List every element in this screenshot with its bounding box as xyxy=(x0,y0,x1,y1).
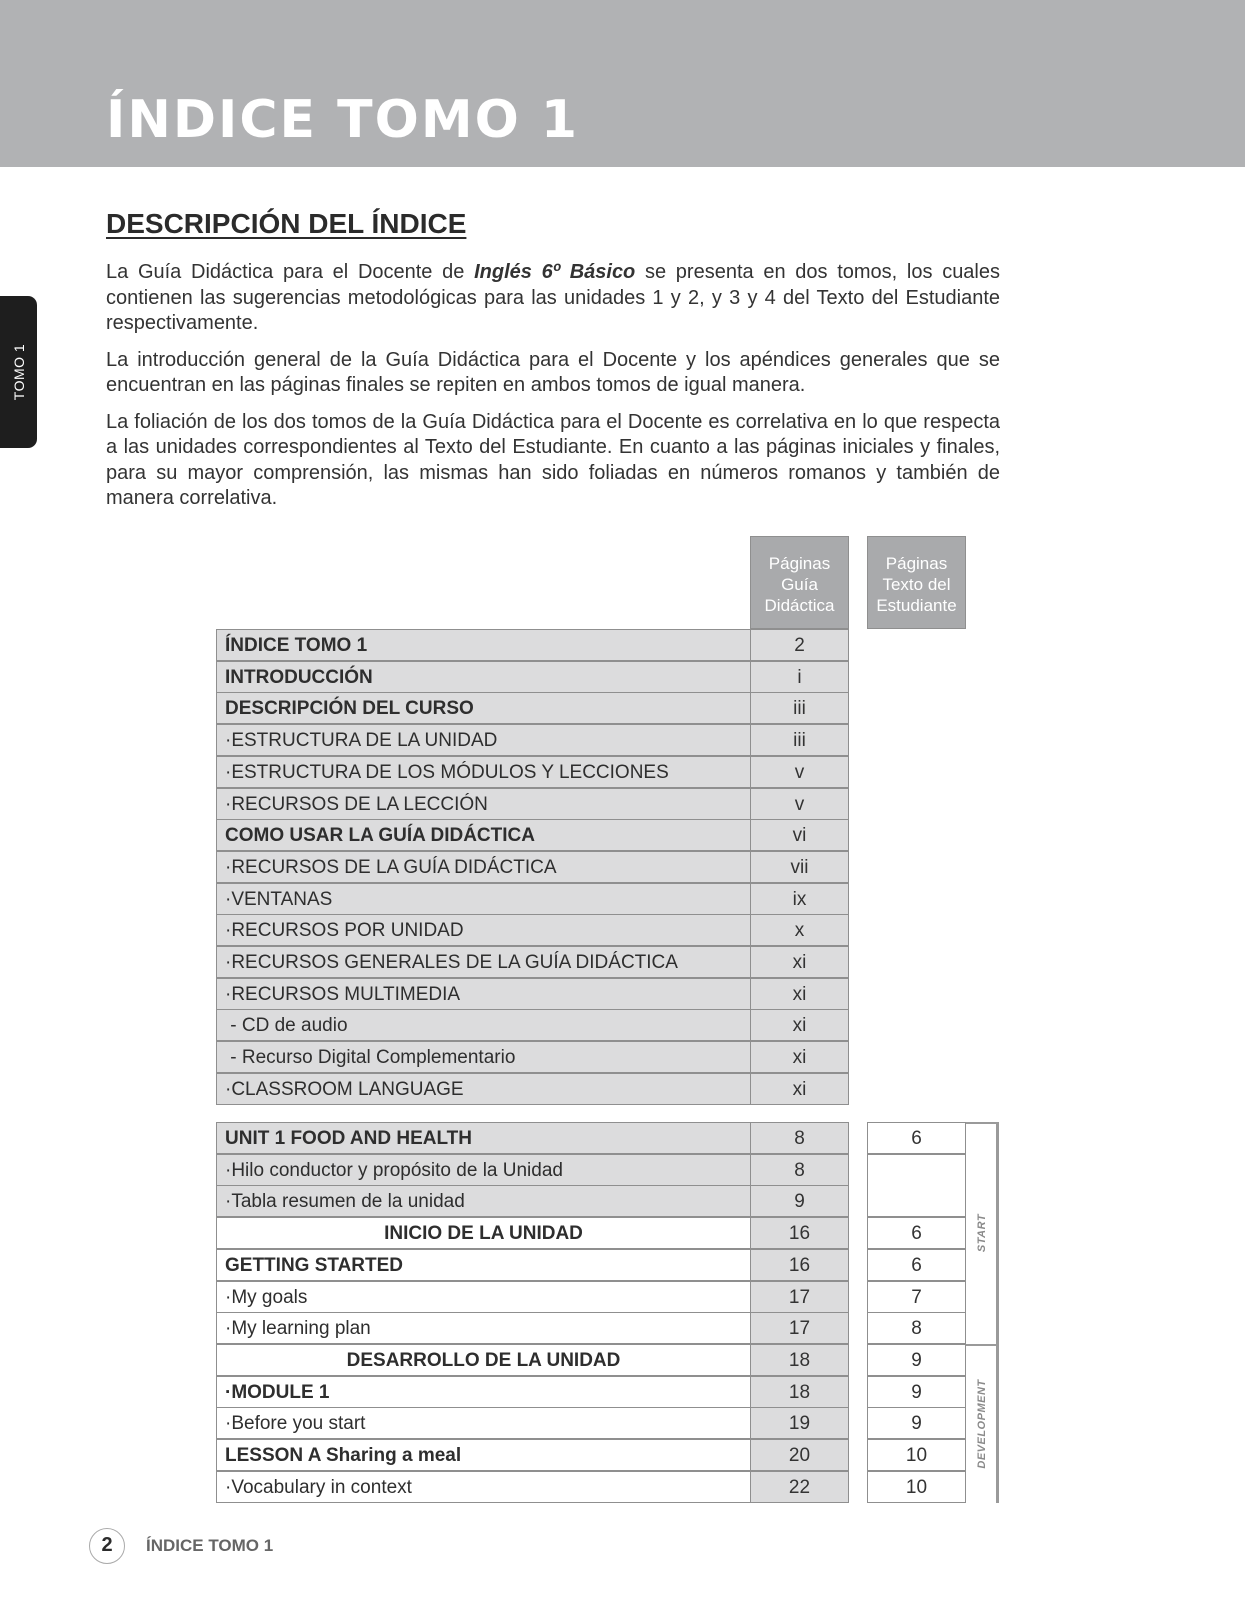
development-label: DEVELOPMENT xyxy=(976,1379,988,1469)
table-row-label: ·Before you start xyxy=(216,1407,751,1439)
side-tab-label: TOMO 1 xyxy=(10,343,27,401)
table-row-guide-page: 18 xyxy=(750,1376,849,1408)
table-row-guide-page: 16 xyxy=(750,1217,849,1249)
table-row-student-page: 9 xyxy=(867,1376,966,1408)
table-row-guide-page: 16 xyxy=(750,1249,849,1281)
table-row-label: LESSON A Sharing a meal xyxy=(216,1439,751,1471)
intro-paragraph-1: La Guía Didáctica para el Docente de Inglés 6º Básico se presenta en dos tomos, los cuales contienen las sugerencias metodológicas para las unidades 1 y 2, y 3 y 4 del Texto del Estudiante respectivamente. xyxy=(106,261,1001,334)
table-row-label: ·MODULE 1 xyxy=(216,1376,751,1408)
table-row-guide-page: xi xyxy=(750,1073,849,1105)
table-row-label: ·ESTRUCTURA DE LOS MÓDULOS Y LECCIONES xyxy=(216,756,751,788)
table-row-guide-page: xi xyxy=(750,1009,849,1041)
table-row-guide-page: v xyxy=(750,756,849,788)
table-row-label: ·RECURSOS GENERALES DE LA GUÍA DIDÁCTICA xyxy=(216,946,751,978)
table-row-label: ·ESTRUCTURA DE LA UNIDAD xyxy=(216,724,751,756)
footer-text: ÍNDICE TOMO 1 xyxy=(146,1536,274,1555)
table-row-guide-page: 19 xyxy=(750,1407,849,1439)
table-row-guide-page: 17 xyxy=(750,1281,849,1313)
table-row-label: ·My learning plan xyxy=(216,1312,751,1344)
table-row-guide-page: 22 xyxy=(750,1471,849,1503)
table-row-guide-page: 18 xyxy=(750,1344,849,1376)
table-row-label: DESARROLLO DE LA UNIDAD xyxy=(216,1344,751,1376)
table-row-label: ·VENTANAS xyxy=(216,883,751,915)
table-row-student-page: 6 xyxy=(867,1122,966,1154)
table-row-label: ·CLASSROOM LANGUAGE xyxy=(216,1073,751,1105)
table-row-label: ÍNDICE TOMO 1 xyxy=(216,629,751,661)
table-row-guide-page: 8 xyxy=(750,1154,849,1186)
side-tab xyxy=(0,296,37,448)
table-row-guide-page: v xyxy=(750,788,849,820)
table-row-student-page: 10 xyxy=(867,1471,966,1503)
table-row-guide-page: x xyxy=(750,914,849,946)
table-row-guide-page: iii xyxy=(750,692,849,724)
table-row-student-page xyxy=(867,1185,966,1217)
table-row-label: ·RECURSOS POR UNIDAD xyxy=(216,914,751,946)
table-row-label: INTRODUCCIÓN xyxy=(216,661,751,693)
table-row-guide-page: vi xyxy=(750,819,849,851)
table-row-label: DESCRIPCIÓN DEL CURSO xyxy=(216,692,751,724)
table-row-student-page xyxy=(867,1154,966,1186)
table-row-student-page: 7 xyxy=(867,1281,966,1313)
table-row-label: COMO USAR LA GUÍA DIDÁCTICA xyxy=(216,819,751,851)
table-row-guide-page: 20 xyxy=(750,1439,849,1471)
table-row-label: ·RECURSOS DE LA GUÍA DIDÁCTICA xyxy=(216,851,751,883)
section-title: DESCRIPCIÓN DEL ÍNDICE xyxy=(106,208,467,239)
table-row-student-page: 10 xyxy=(867,1439,966,1471)
table-row-label: ·Vocabulary in context xyxy=(216,1471,751,1503)
table-row-label: INICIO DE LA UNIDAD xyxy=(216,1217,751,1249)
table-row-student-page: 6 xyxy=(867,1217,966,1249)
table-row-guide-page: xi xyxy=(750,1041,849,1073)
table-row-label: - Recurso Digital Complementario xyxy=(216,1041,751,1073)
table-row-label: ·Tabla resumen de la unidad xyxy=(216,1185,751,1217)
table-row-label: UNIT 1 FOOD AND HEALTH xyxy=(216,1122,751,1154)
table-row-guide-page: xi xyxy=(750,946,849,978)
column-header-student: Páginas Texto del Estudiante xyxy=(867,536,966,629)
table-row-label: - CD de audio xyxy=(216,1009,751,1041)
table-row-student-page: 9 xyxy=(867,1344,966,1376)
table-row-guide-page: 9 xyxy=(750,1185,849,1217)
table-row-guide-page: iii xyxy=(750,724,849,756)
table-row-guide-page: 8 xyxy=(750,1122,849,1154)
table-row-student-page: 6 xyxy=(867,1249,966,1281)
table-row-student-page: 9 xyxy=(867,1407,966,1439)
table-row-guide-page: 2 xyxy=(750,629,849,661)
table-row-guide-page: xi xyxy=(750,978,849,1010)
table-row-guide-page: i xyxy=(750,661,849,693)
table-row-student-page: 8 xyxy=(867,1312,966,1344)
column-header-guide: Páginas Guía Didáctica xyxy=(750,536,849,629)
table-row-label: ·Hilo conductor y propósito de la Unidad xyxy=(216,1154,751,1186)
book-title: Inglés 6º Básico xyxy=(474,261,636,283)
table-row-guide-page: vii xyxy=(750,851,849,883)
page-title: ÍNDICE TOMO 1 xyxy=(106,90,580,150)
table-row-label: ·My goals xyxy=(216,1281,751,1313)
start-label: START xyxy=(976,1213,988,1253)
page-number: 2 xyxy=(89,1528,125,1564)
table-row-label: ·RECURSOS DE LA LECCIÓN xyxy=(216,788,751,820)
table-row-guide-page: 17 xyxy=(750,1312,849,1344)
intro-paragraph-3: La foliación de los dos tomos de la Guía Didáctica para el Docente es correlativa en lo que respecta a las unidades correspondientes al Texto del Estudiante. En cuanto a las páginas iniciales y finales, para su mayor comprensión, las mismas han sido foliadas en números romanos y también de manera correlativa. xyxy=(106,410,1000,509)
table-row-label: GETTING STARTED xyxy=(216,1249,751,1281)
table-row-guide-page: ix xyxy=(750,883,849,915)
table-row-label: ·RECURSOS MULTIMEDIA xyxy=(216,978,751,1010)
intro-paragraph-2: La introducción general de la Guía Didáctica para el Docente y los apéndices generales que se encuentran en las páginas finales se repiten en ambos tomos de igual manera. xyxy=(106,348,1000,396)
header-band xyxy=(0,0,1245,167)
intro-text xyxy=(106,260,1000,523)
